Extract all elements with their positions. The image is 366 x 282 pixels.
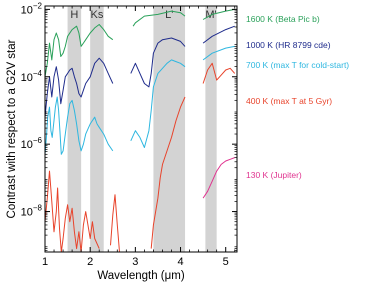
legend-entry: 400 K (max T at 5 Gyr) <box>246 96 333 106</box>
y-tick-label <box>21 1 43 16</box>
filter-bands <box>68 6 217 252</box>
series-line <box>111 195 120 252</box>
y-tick-exponent: −2 <box>32 1 42 11</box>
band-label: Ks <box>90 9 104 21</box>
band-label: L' <box>165 9 174 21</box>
axis-ticks <box>21 1 237 268</box>
y-tick-exponent: −4 <box>32 68 42 78</box>
x-tick-label: 2 <box>87 256 94 268</box>
x-tick-label: 3 <box>132 256 139 268</box>
x-axis-label: Wavelength (μm) <box>97 270 185 282</box>
y-axis-label: Contrast with respect to a G2V star <box>6 39 19 219</box>
x-tick-label: 1 <box>41 256 49 268</box>
legend-entry: 1000 K (HR 8799 cde) <box>246 40 331 50</box>
band-4 <box>205 6 216 252</box>
x-tick-label: 4 <box>177 256 184 268</box>
legend-entry: 700 K (max T for cold-start) <box>246 60 350 70</box>
x-tick-label: 5 <box>222 256 229 268</box>
legend <box>246 14 349 180</box>
band-2 <box>90 6 104 252</box>
y-tick-base: 10 <box>20 206 33 219</box>
band-rect <box>205 6 216 252</box>
band-rect <box>90 6 104 252</box>
band-label: M' <box>205 9 217 21</box>
legend-entry: 1600 K (Beta Pic b) <box>246 14 320 24</box>
y-tick-base: 10 <box>20 4 33 17</box>
band-1 <box>68 6 82 252</box>
y-tick-label <box>21 204 43 219</box>
y-tick-exponent: −8 <box>32 203 42 213</box>
y-tick-exponent: −6 <box>32 136 42 146</box>
legend-entry: 130 K (Jupiter) <box>246 170 302 180</box>
y-tick-base: 10 <box>20 71 33 84</box>
y-tick-base: 10 <box>20 139 33 152</box>
band-label: H <box>70 9 79 21</box>
y-tick-label <box>21 69 43 84</box>
y-tick-label <box>21 136 43 151</box>
band-rect <box>68 6 82 252</box>
